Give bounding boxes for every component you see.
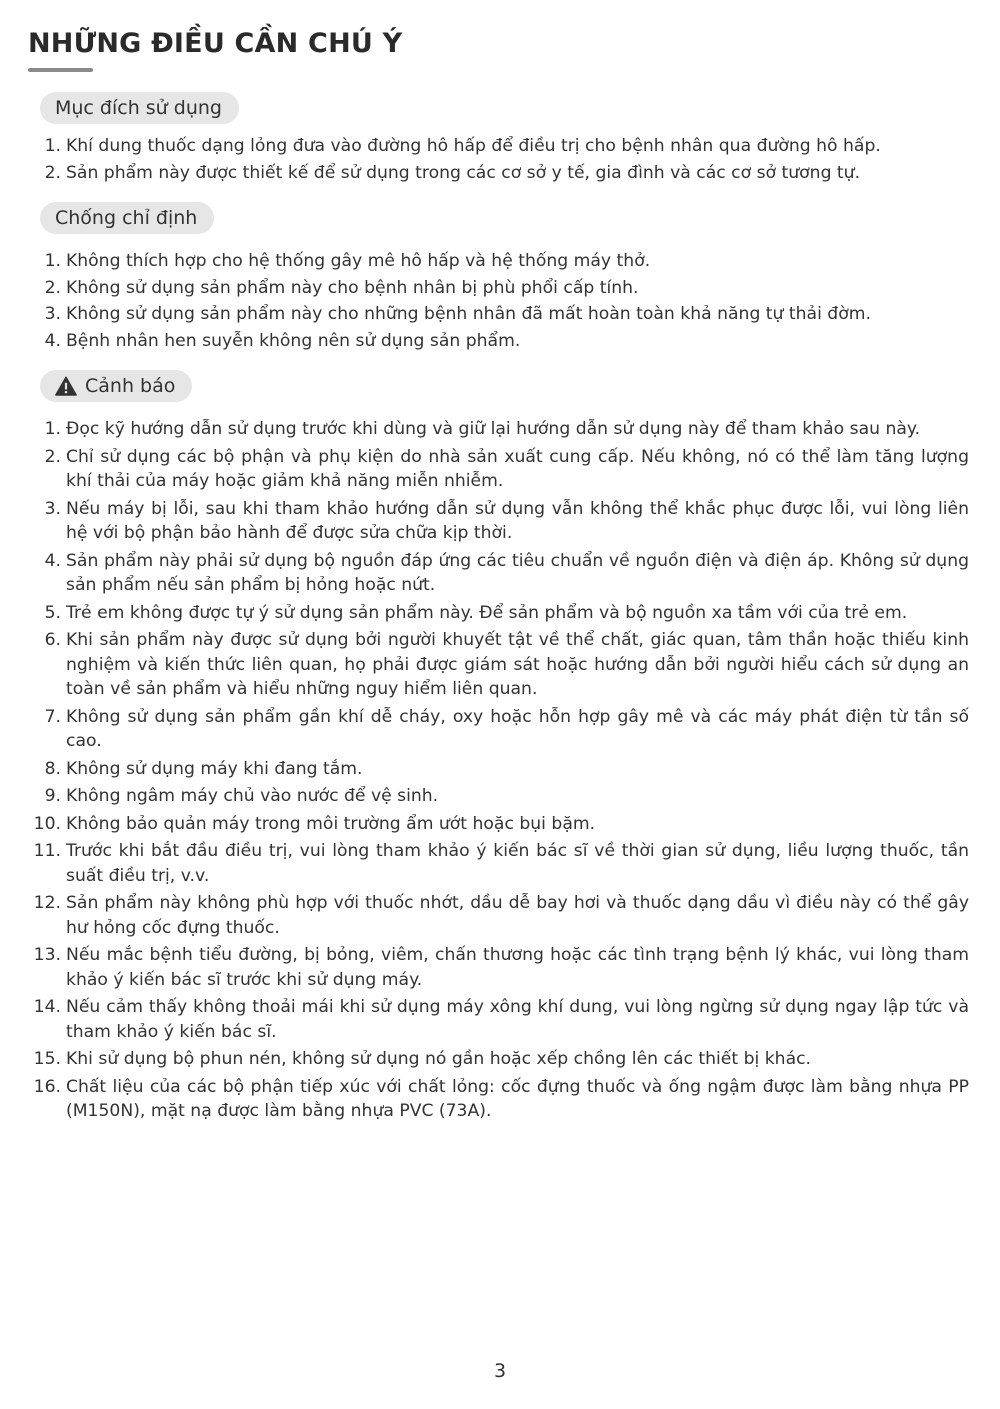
list-item (0, 705, 1000, 754)
contraindications-list (0, 249, 1000, 353)
item-text: Sản phẩm này được thiết kế để sử dụng trong các cơ sở y tế, gia đình và các cơ sở tương tự. (66, 162, 861, 183)
section-heading-contraindications (40, 202, 214, 234)
list-item (0, 757, 1000, 782)
item-number: 7. (44, 706, 61, 727)
item-text: Không ngâm máy chủ vào nước để vệ sinh. (66, 786, 439, 806)
section-heading-warnings (40, 370, 192, 402)
item-text: Sản phẩm này không phù hợp với thuốc nhớt, dầu dễ bay hơi và thuốc dạng dầu vì điều này có thể gây hư hỏng cốc đựng thuốc. (66, 893, 969, 938)
intended-use-list (0, 134, 1000, 185)
item-text: Nếu máy bị lỗi, sau khi tham khảo hướng dẫn sử dụng vẫn không thể khắc phục được lỗi, vui lòng liên hệ với bộ phận bảo hành để được sửa chữa kịp thời. (66, 498, 969, 543)
list-item (0, 161, 1000, 186)
item-number: 16. (33, 1076, 61, 1097)
list-item (0, 839, 1000, 888)
list-item (0, 249, 1000, 274)
item-text: Trước khi bắt đầu điều trị, vui lòng tham khảo ý kiến bác sĩ về thời gian sử dụng, liều lượng thuốc, tần suất điều trị, v.v. (66, 841, 969, 886)
item-number: 2. (44, 446, 61, 467)
list-item (0, 1047, 1000, 1072)
list-item (0, 943, 1000, 992)
item-number: 1. (44, 136, 61, 156)
warning-triangle-icon (55, 376, 77, 396)
item-number: 2. (44, 277, 61, 298)
list-item (0, 1075, 1000, 1124)
section-intended-use (0, 92, 1000, 185)
list-item (0, 417, 1000, 442)
item-number: 13. (33, 945, 61, 965)
list-item (0, 812, 1000, 837)
item-text: Không bảo quản máy trong môi trường ẩm ướt hoặc bụi bặm. (66, 813, 596, 834)
item-number: 10. (33, 813, 61, 834)
item-text: Bệnh nhân hen suyễn không nên sử dụng sản phẩm. (66, 330, 521, 351)
item-number: 15. (33, 1049, 61, 1069)
item-text: Nếu cảm thấy không thoải mái khi sử dụng máy xông khí dung, vui lòng ngừng sử dụng ngay lập tức và tham khảo ý kiến bác sĩ. (66, 997, 969, 1042)
page-number: 3 (493, 1360, 507, 1382)
item-number: 1. (44, 419, 61, 439)
list-item (0, 784, 1000, 809)
item-text: Không sử dụng máy khi đang tắm. (66, 758, 363, 779)
item-number: 3. (44, 304, 61, 324)
item-number: 4. (44, 550, 61, 571)
section-heading-label: Cảnh báo (85, 375, 176, 397)
title-underline (28, 68, 93, 72)
list-item (0, 276, 1000, 301)
list-item (0, 995, 1000, 1044)
item-text: Nếu mắc bệnh tiểu đường, bị bỏng, viêm, chấn thương hoặc các tình trạng bệnh lý khác, vui lòng tham khảo ý kiến bác sĩ trước khi sử dụng máy. (66, 945, 969, 990)
page-title: NHỮNG ĐIỀU CẦN CHÚ Ý (28, 28, 403, 59)
section-heading-label: Mục đích sử dụng (55, 97, 222, 119)
section-heading-intended-use (40, 92, 239, 124)
item-text: Không thích hợp cho hệ thống gây mê hô hấp và hệ thống máy thở. (66, 251, 651, 271)
section-heading-label: Chống chỉ định (55, 207, 198, 229)
section-warnings (0, 370, 1000, 1124)
list-item (0, 601, 1000, 626)
list-item (0, 628, 1000, 702)
item-number: 12. (33, 893, 61, 913)
item-text: Khi sản phẩm này được sử dụng bởi người khuyết tật về thể chất, giác quan, tâm thần hoặc thiếu kinh nghiệm và kiến thức liên quan, họ phải được giám sát hoặc hướng dẫn bởi người hiểu cách sử dụng an toàn về sản phẩm và hiểu những nguy hiểm liên quan. (66, 630, 969, 699)
item-number: 1. (44, 251, 61, 271)
item-text: Chất liệu của các bộ phận tiếp xúc với chất lỏng: cốc đựng thuốc và ống ngậm được làm bằng nhựa PP (M150N), mặt nạ được làm bằng nhựa PVC (73A). (66, 1076, 969, 1121)
list-item (0, 891, 1000, 940)
item-number: 4. (44, 330, 61, 351)
item-text: Trẻ em không được tự ý sử dụng sản phẩm này. Để sản phẩm và bộ nguồn xa tầm với của trẻ em. (66, 602, 908, 623)
list-item (0, 549, 1000, 598)
section-contraindications (0, 202, 1000, 353)
list-item (0, 302, 1000, 327)
item-text: Đọc kỹ hướng dẫn sử dụng trước khi dùng và giữ lại hướng dẫn sử dụng này để tham khảo sau này. (66, 419, 921, 439)
item-number: 9. (44, 786, 61, 806)
item-text: Khí dung thuốc dạng lỏng đưa vào đường hô hấp để điều trị cho bệnh nhân qua đường hô hấp. (66, 136, 881, 156)
list-item (0, 497, 1000, 546)
item-text: Không sử dụng sản phẩm gần khí dễ cháy, oxy hoặc hỗn hợp gây mê và các máy phát điện từ tần số cao. (66, 706, 969, 751)
list-item (0, 445, 1000, 494)
item-number: 14. (33, 997, 61, 1017)
item-number: 2. (44, 162, 61, 183)
item-number: 5. (44, 602, 61, 623)
item-text: Không sử dụng sản phẩm này cho bệnh nhân bị phù phổi cấp tính. (66, 277, 639, 298)
warnings-list (0, 417, 1000, 1124)
item-number: 11. (33, 841, 61, 861)
item-number: 8. (44, 758, 61, 779)
item-text: Không sử dụng sản phẩm này cho những bệnh nhân đã mất hoàn toàn khả năng tự thải đờm. (66, 304, 871, 324)
item-text: Chỉ sử dụng các bộ phận và phụ kiện do nhà sản xuất cung cấp. Nếu không, nó có thể làm tăng lượng khí thải của máy hoặc giảm khả năng miễn nhiễm. (66, 446, 969, 491)
item-number: 3. (44, 498, 61, 519)
list-item (0, 329, 1000, 354)
item-text: Khi sử dụng bộ phun nén, không sử dụng nó gần hoặc xếp chồng lên các thiết bị khác. (66, 1049, 812, 1069)
list-item (0, 134, 1000, 159)
item-text: Sản phẩm này phải sử dụng bộ nguồn đáp ứng các tiêu chuẩn về nguồn điện và điện áp. Không sử dụng sản phẩm nếu sản phẩm bị hỏng hoặc nứt. (66, 550, 969, 595)
item-number: 6. (44, 630, 61, 650)
